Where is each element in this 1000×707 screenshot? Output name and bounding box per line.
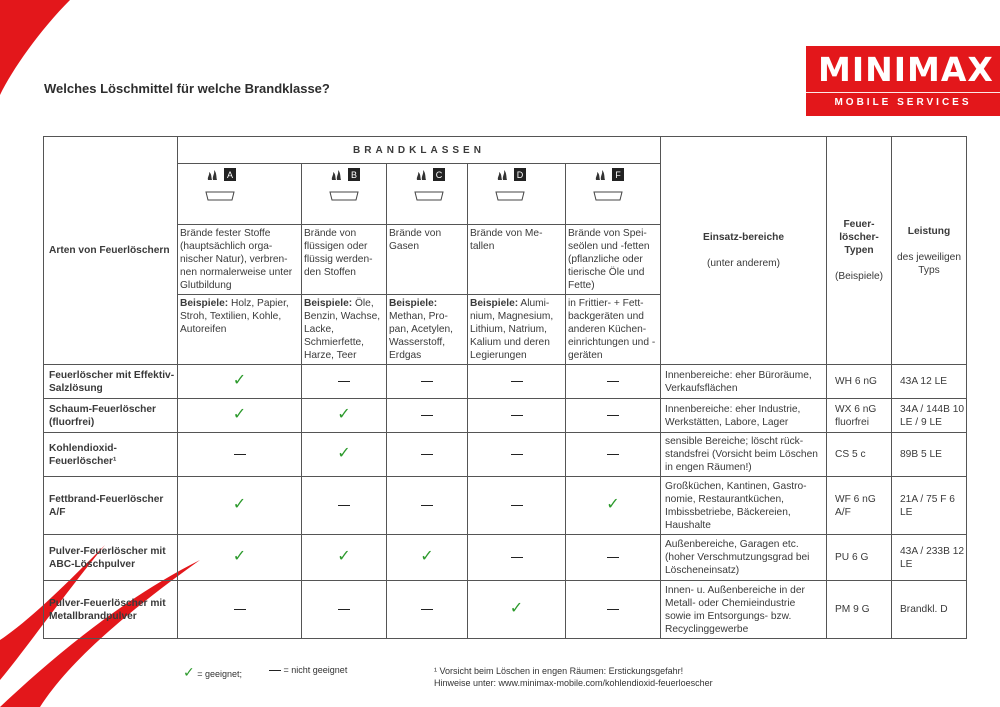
table-row — [44, 365, 967, 399]
einsatz-cell: sensible Bereiche; löscht rück-standsfrei (Vorsicht beim Löschen in engen Räumen!) — [661, 433, 827, 477]
dash-icon — [421, 609, 433, 611]
einsatz-cell: Großküchen, Kantinen, Gastro-nomie, Restaurantküchen, Imbissbetriebe, Bäckereien, Haushalte — [661, 477, 827, 535]
legend-nicht-geeignet-label: = nicht geeignet — [283, 665, 348, 675]
dash-icon — [511, 505, 523, 507]
page-title: Welches Löschmittel für welche Brandklasse? — [44, 81, 330, 96]
examples-label: Beispiele: — [304, 298, 353, 309]
check-icon: ✓ — [337, 548, 351, 565]
logo-subtitle: MOBILE SERVICES — [834, 97, 972, 108]
extinguisher-name: Pulver-Feuerlöscher mit Metallbrandpulver — [44, 581, 178, 639]
dash-icon — [338, 609, 350, 611]
class-letter: F — [615, 170, 621, 180]
class-examples — [178, 295, 302, 365]
fire-class-icon-cell — [178, 164, 302, 225]
typ-cell: CS 5 c — [827, 433, 892, 477]
extinguisher-name: Schaum-Feuerlöscher (fluorfrei) — [44, 399, 178, 433]
fire-class-icon-cell — [302, 164, 387, 225]
typ-cell: WX 6 nG fluorfrei — [827, 399, 892, 433]
fire-class-a-icon — [204, 168, 250, 204]
logo-divider — [806, 92, 1000, 93]
examples-label: Beispiele: — [470, 298, 519, 309]
suitability-cell — [302, 581, 387, 639]
typen-subtitle: (Beispiele) — [834, 271, 884, 282]
leistung-subtitle: des jeweiligen Typs — [897, 251, 962, 276]
class-examples — [566, 295, 661, 365]
suitability-cell — [566, 433, 661, 477]
suitability-cell — [566, 477, 661, 535]
fire-class-f-icon — [592, 168, 638, 204]
fire-class-icon-cell — [566, 164, 661, 225]
einsatz-title: Einsatz-bereiche — [703, 232, 784, 243]
footnote — [434, 665, 713, 689]
check-icon: ✓ — [606, 496, 620, 513]
dash-icon — [511, 557, 523, 559]
suitability-cell — [178, 399, 302, 433]
suitability-cell — [566, 581, 661, 639]
class-examples — [302, 295, 387, 365]
check-icon: ✓ — [232, 406, 247, 423]
fire-class-c-icon — [413, 168, 459, 204]
dash-icon — [269, 670, 281, 672]
dash-icon — [234, 454, 246, 456]
suitability-cell — [178, 581, 302, 639]
class-description: Brände fester Stoffe (hauptsächlich orga-nischer Natur), verbren-nen normalerweise unter Glutbildung — [178, 225, 302, 295]
extinguisher-name: Feuerlöscher mit Effektiv-Salzlösung — [44, 365, 178, 399]
leistung-cell: Brandkl. D — [892, 581, 967, 639]
suitability-cell — [387, 399, 468, 433]
examples-label: Beispiele: — [180, 298, 229, 309]
check-icon: ✓ — [420, 548, 434, 565]
einsatz-cell: Außenbereiche, Garagen etc. (hoher Verschmutzungsgrad bei Löscheneinsatz) — [661, 535, 827, 581]
examples-text: Methan, Pro-pan, Acetylen, Wasserstoff, Erdgas — [389, 311, 453, 361]
examples-text: Öle, Benzin, Wachse, Lacke, Schmierfette, Harze, Teer — [304, 298, 381, 361]
footnote-line-1: ¹ Vorsicht beim Löschen in engen Räumen: Erstickungsgefahr! — [434, 666, 684, 676]
dash-icon — [338, 505, 350, 507]
dash-icon — [607, 609, 619, 611]
suitability-cell — [302, 477, 387, 535]
suitability-cell — [566, 399, 661, 433]
dash-icon — [421, 505, 433, 507]
leistung-header — [892, 137, 967, 365]
check-icon: ✓ — [337, 445, 351, 462]
suitability-cell — [387, 535, 468, 581]
arten-header: Arten von Feuerlöschern — [44, 137, 178, 365]
suitability-cell — [387, 477, 468, 535]
fire-class-b-icon — [328, 168, 374, 204]
class-description: Brände von Gasen — [387, 225, 468, 295]
suitability-cell — [468, 581, 566, 639]
table-row — [44, 535, 967, 581]
suitability-cell — [302, 365, 387, 399]
dash-icon — [421, 415, 433, 417]
leistung-cell: 43A / 233B 12 LE — [892, 535, 967, 581]
legend-nicht-geeignet — [269, 665, 347, 675]
leistung-cell: 43A 12 LE — [892, 365, 967, 399]
dash-icon — [511, 415, 523, 417]
typen-header — [827, 137, 892, 365]
minimax-logo — [806, 46, 1000, 116]
suitability-cell — [302, 535, 387, 581]
einsatz-cell: Innenbereiche: eher Industrie, Werkstätten, Labore, Lager — [661, 399, 827, 433]
class-letter: D — [516, 170, 524, 180]
check-icon: ✓ — [337, 406, 351, 423]
suitability-cell — [302, 433, 387, 477]
suitability-cell — [178, 433, 302, 477]
einsatz-cell: Innenbereiche: eher Büroräume, Verkaufsflächen — [661, 365, 827, 399]
suitability-cell — [566, 365, 661, 399]
typ-cell: WF 6 nG A/F — [827, 477, 892, 535]
class-letter: A — [226, 170, 234, 180]
class-letter: B — [350, 170, 358, 180]
extinguisher-name: Kohlendioxid-Feuerlöscher¹ — [44, 433, 178, 477]
dash-icon — [511, 454, 523, 456]
einsatz-cell: Innen- u. Außenbereiche in der Metall- oder Chemieindustrie sowie im Entsorgungs- bzw. Recyclinggewerbe — [661, 581, 827, 639]
fire-class-icon-cell — [468, 164, 566, 225]
extinguisher-name: Pulver-Feuerlöscher mit ABC-Löschpulver — [44, 535, 178, 581]
legend-geeignet-label: = geeignet; — [197, 669, 243, 679]
class-letter: C — [435, 170, 443, 180]
suitability-cell — [387, 581, 468, 639]
table-row — [44, 433, 967, 477]
fire-class-icon-cell — [387, 164, 468, 225]
table-row — [44, 399, 967, 433]
examples-label: Beispiele: — [389, 298, 438, 309]
footnote-line-2: Hinweise unter: www.minimax-mobile.com/kohlendioxid-feuerloescher — [434, 678, 713, 688]
logo-wordmark: MINIMAX — [818, 50, 994, 89]
einsatz-header — [661, 137, 827, 365]
suitability-cell — [468, 433, 566, 477]
dash-icon — [607, 454, 619, 456]
typen-title: Feuer-löscher-Typen — [839, 219, 879, 256]
extinguisher-name: Fettbrand-Feuerlöscher A/F — [44, 477, 178, 535]
typ-cell: PU 6 G — [827, 535, 892, 581]
table-row — [44, 477, 967, 535]
suitability-cell — [302, 399, 387, 433]
dash-icon — [234, 609, 246, 611]
check-icon: ✓ — [509, 600, 524, 617]
class-examples — [468, 295, 566, 365]
einsatz-subtitle: (unter anderem) — [706, 258, 781, 269]
dash-icon — [607, 557, 619, 559]
class-description: Brände von flüssigen oder flüssig werden-den Stoffen — [302, 225, 387, 295]
suitability-cell — [178, 365, 302, 399]
typ-cell: PM 9 G — [827, 581, 892, 639]
class-description: Brände von Me-tallen — [468, 225, 566, 295]
examples-text: Alumi-nium, Magnesium, Lithium, Natrium, Kalium und deren Legierungen — [470, 298, 554, 361]
typ-cell: WH 6 nG — [827, 365, 892, 399]
suitability-cell — [178, 535, 302, 581]
leistung-cell: 34A / 144B 10 LE / 9 LE — [892, 399, 967, 433]
legend-geeignet — [183, 665, 242, 679]
table-row — [44, 581, 967, 639]
dash-icon — [511, 381, 523, 383]
leistung-cell: 89B 5 LE — [892, 433, 967, 477]
class-examples — [387, 295, 468, 365]
suitability-cell — [468, 535, 566, 581]
fire-class-d-icon — [494, 168, 540, 204]
dash-icon — [607, 381, 619, 383]
examples-text: Holz, Papier, Stroh, Textilien, Kohle, Autoreifen — [180, 298, 289, 335]
leistung-title: Leistung — [907, 225, 951, 237]
suitability-cell — [387, 433, 468, 477]
brandklassen-header: BRANDKLASSEN — [178, 137, 661, 164]
dash-icon — [607, 415, 619, 417]
check-icon: ✓ — [232, 548, 247, 565]
extinguisher-table — [43, 136, 967, 639]
suitability-cell — [468, 399, 566, 433]
leistung-cell: 21A / 75 F 6 LE — [892, 477, 967, 535]
dash-icon — [421, 381, 433, 383]
suitability-cell — [468, 477, 566, 535]
suitability-cell — [566, 535, 661, 581]
dash-icon — [421, 454, 433, 456]
suitability-cell — [178, 477, 302, 535]
check-icon: ✓ — [232, 496, 247, 513]
check-icon: ✓ — [183, 664, 195, 680]
suitability-cell — [387, 365, 468, 399]
class-description: Brände von Spei-seölen und -fetten (pflanzliche oder tierische Öle und Fette) — [566, 225, 661, 295]
dash-icon — [338, 381, 350, 383]
check-icon: ✓ — [232, 372, 247, 389]
examples-text: in Frittier- + Fett-backgeräten und anderen Küchen-einrichtungen und -geräten — [568, 298, 656, 361]
suitability-cell — [468, 365, 566, 399]
